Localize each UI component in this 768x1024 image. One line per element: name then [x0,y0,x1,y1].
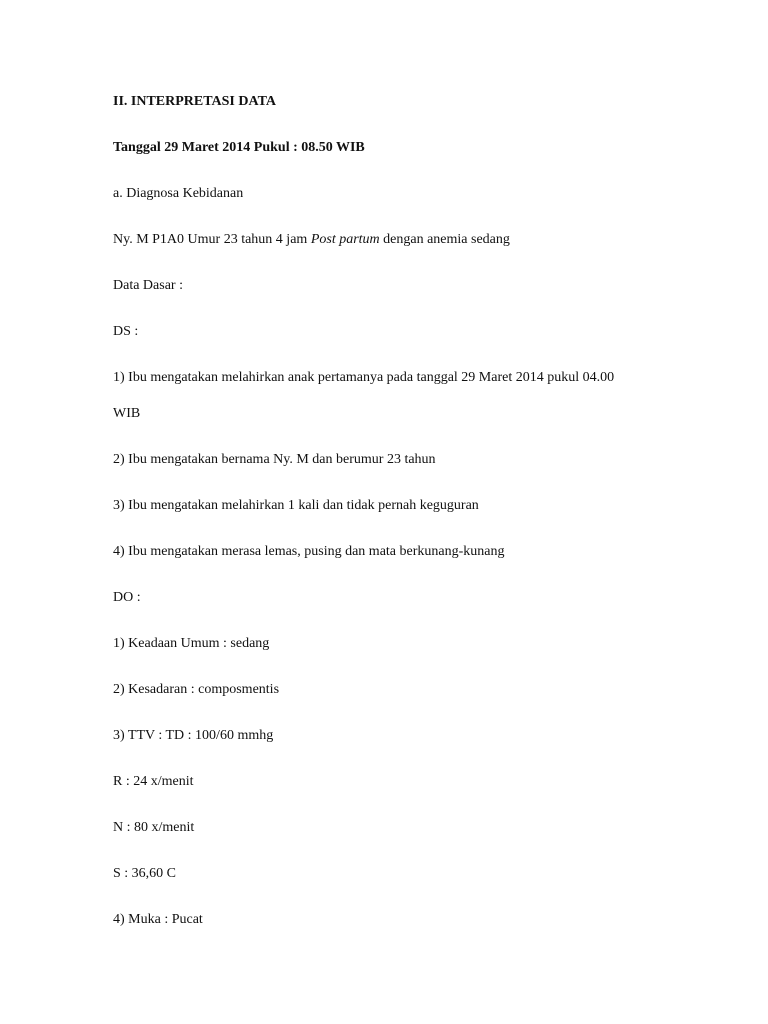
ds-item: 2) Ibu mengatakan bernama Ny. M dan berumur 23 tahun [113,452,436,467]
do-item: 3) TTV : TD : 100/60 mmhg [113,728,274,743]
diagnosis-suffix: dengan anemia sedang [379,232,510,247]
do-item: N : 80 x/menit [113,820,195,835]
data-dasar-label: Data Dasar : [113,278,183,293]
diagnosis-emphasis: Post partum [310,232,380,247]
ds-item: 1) Ibu mengatakan melahirkan anak pertamanya pada tanggal 29 Maret 2014 pukul 04.00 [113,370,615,385]
diagnosis-line [113,231,510,249]
do-item: R : 24 x/menit [113,774,194,789]
do-label: DO : [113,590,141,605]
do-item: 2) Kesadaran : composmentis [113,682,280,697]
ds-item-continuation: WIB [113,406,141,421]
ds-item: 3) Ibu mengatakan melahirkan 1 kali dan tidak pernah keguguran [113,498,479,513]
diagnosis-heading: a. Diagnosa Kebidanan [113,186,244,201]
do-item: 4) Muka : Pucat [113,912,203,927]
do-item: 1) Keadaan Umum : sedang [113,636,270,651]
datetime-line: Tanggal 29 Maret 2014 Pukul : 08.50 WIB [113,140,365,155]
do-item: S : 36,60 C [113,866,177,881]
section-title: II. INTERPRETASI DATA [113,94,276,109]
diagnosis-prefix: Ny. M P1A0 Umur 23 tahun 4 jam [113,232,311,247]
ds-item: 4) Ibu mengatakan merasa lemas, pusing dan mata berkunang-kunang [113,544,505,559]
ds-label: DS : [113,324,139,339]
